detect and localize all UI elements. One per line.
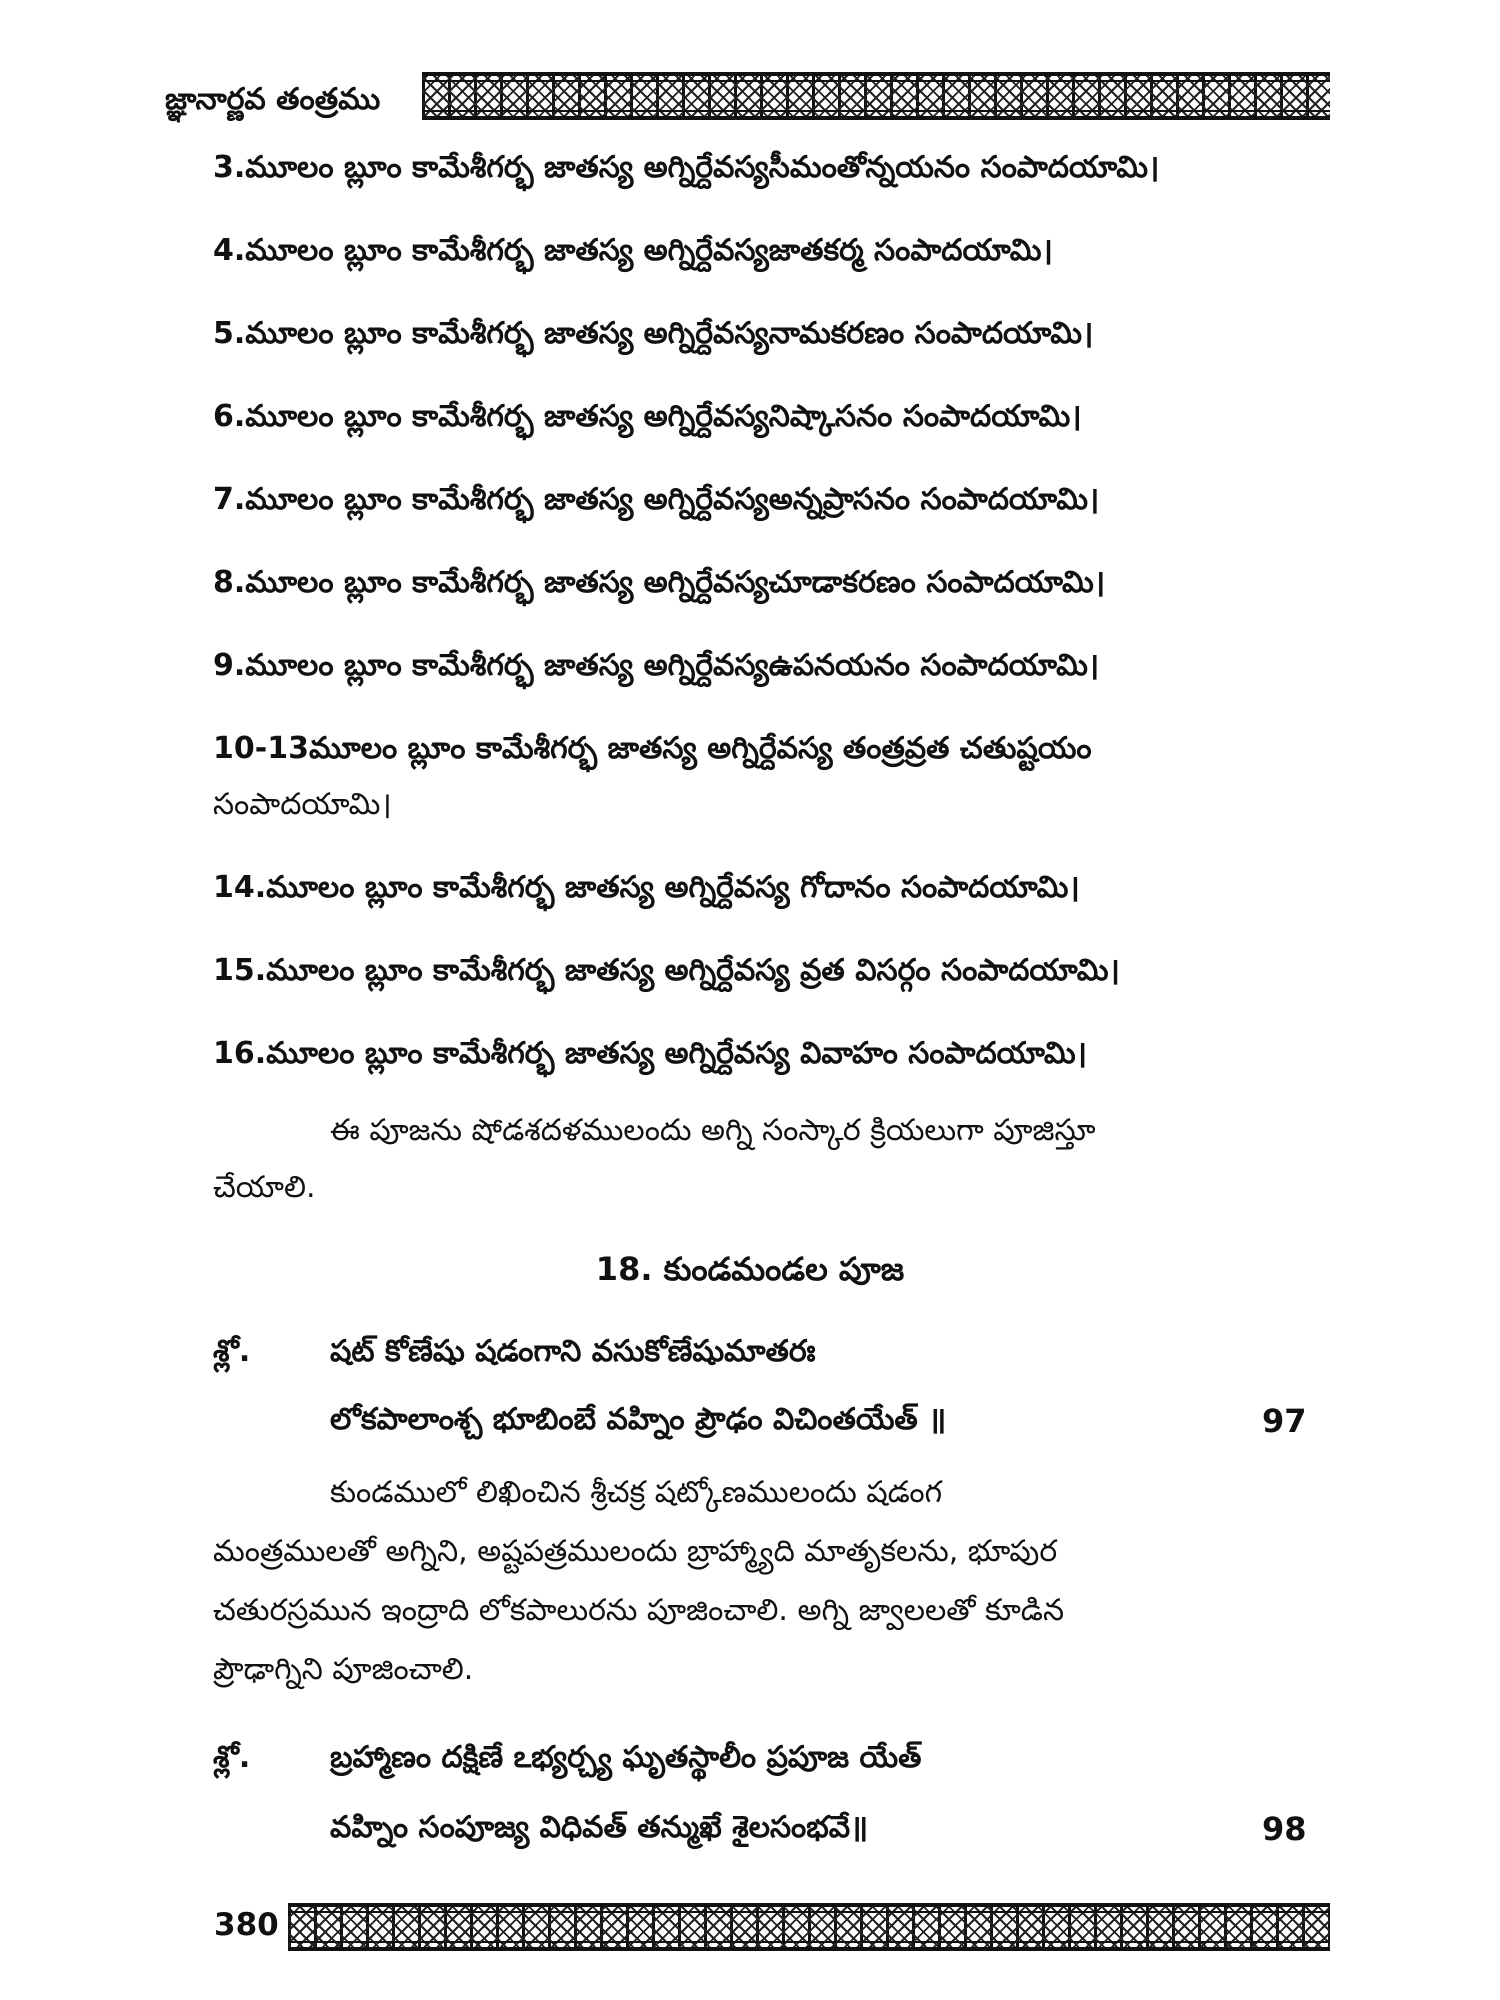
sloka-line: బ్రహ్మాణం దక్షిణే ఽభ్యర్చ్య ఘృతస్థాలీం ప్రపూజ యేత్ xyxy=(330,1740,922,1775)
mantra-line: 16.మూలం బ్లూం కామేశీగర్భ జాతస్య అగ్నిర్దేవస్య వివాహం సంపాదయామి। xyxy=(213,1036,1088,1071)
mantra-line: 14.మూలం బ్లూం కామేశీగర్భ జాతస్య అగ్నిర్దేవస్య గోదానం సంపాదయామి। xyxy=(213,870,1080,905)
sloka-line: వహ్నిం సంపూజ్య విధివత్ తన్ముఖే శైలసంభవే॥ xyxy=(330,1810,869,1845)
mantra-line: 9.మూలం బ్లూం కామేశీగర్భ జాతస్య అగ్నిర్దేవస్యఉపనయనం సంపాదయామి। xyxy=(213,648,1100,683)
mantra-line: 7.మూలం బ్లూం కామేశీగర్భ జాతస్య అగ్నిర్దేవస్యఅన్నప్రాసనం సంపాదయామి। xyxy=(213,482,1100,517)
sloka-label: శ్లో. xyxy=(213,1334,251,1369)
paragraph-line: చేయాలి. xyxy=(213,1170,316,1205)
paragraph-line: ప్రౌఢాగ్నిని పూజించాలి. xyxy=(213,1652,474,1687)
sloka-line: షట్ కోణేషు షడంగాని వసుకోణేషుమాతరః xyxy=(330,1334,816,1369)
footer-ornament-border xyxy=(288,1903,1330,1951)
paragraph-line: చతురస్రమున ఇంద్రాది లోకపాలురను పూజించాలి. అగ్ని జ్వాలలతో కూడిన xyxy=(213,1593,1065,1628)
header-ornament-border xyxy=(422,72,1330,120)
verse-number: 97 xyxy=(1262,1402,1307,1440)
paragraph-line: కుండములో లిఖించిన శ్రీచక్ర షట్కోణములందు షడంగ xyxy=(330,1475,943,1510)
paragraph-line: ఈ పూజను షోడశదళములందు అగ్ని సంస్కార క్రియలుగా పూజిస్తూ xyxy=(330,1113,1096,1148)
mantra-line: 10-13మూలం బ్లూం కామేశీగర్భ జాతస్య అగ్నిర్దేవస్య తంత్రవ్రత చతుష్టయం xyxy=(213,731,1092,766)
mantra-line: 4.మూలం బ్లూం కామేశీగర్భ జాతస్య అగ్నిర్దేవస్యజాతకర్మ సంపాదయామి। xyxy=(213,233,1053,268)
sloka-label: శ్లో. xyxy=(213,1740,251,1775)
page-number: 380 xyxy=(214,1907,279,1943)
book-title: జ్ఞానార్ణవ తంత్రము xyxy=(165,82,381,117)
mantra-line: 6.మూలం బ్లూం కామేశీగర్భ జాతస్య అగ్నిర్దేవస్యనిష్కాసనం సంపాదయామి। xyxy=(213,399,1082,434)
sloka-line: లోకపాలాంశ్చ భూబింబే వహ్నిం ప్రౌఢం విచింతయేత్ ॥ xyxy=(330,1402,947,1437)
mantra-line: 15.మూలం బ్లూం కామేశీగర్భ జాతస్య అగ్నిర్దేవస్య వ్రత విసర్గం సంపాదయామి। xyxy=(213,953,1120,988)
mantra-line: 5.మూలం బ్లూం కామేశీగర్భ జాతస్య అగ్నిర్దేవస్యనామకరణం సంపాదయామి। xyxy=(213,316,1094,351)
paragraph-line: మంత్రములతో అగ్నిని, అష్టపత్రములందు బ్రాహ్మ్యాది మాతృకలను, భూపుర xyxy=(213,1534,1058,1569)
verse-number: 98 xyxy=(1262,1810,1307,1848)
mantra-line: 3.మూలం బ్లూం కామేశీగర్భ జాతస్య అగ్నిర్దేవస్యసీమంతోన్నయనం సంపాదయామి। xyxy=(213,150,1160,185)
mantra-line-continuation: సంపాదయామి। xyxy=(213,787,392,822)
section-heading: 18. కుండమండల పూజ xyxy=(595,1250,905,1288)
mantra-line: 8.మూలం బ్లూం కామేశీగర్భ జాతస్య అగ్నిర్దేవస్యచూడాకరణం సంపాదయామి। xyxy=(213,565,1106,600)
